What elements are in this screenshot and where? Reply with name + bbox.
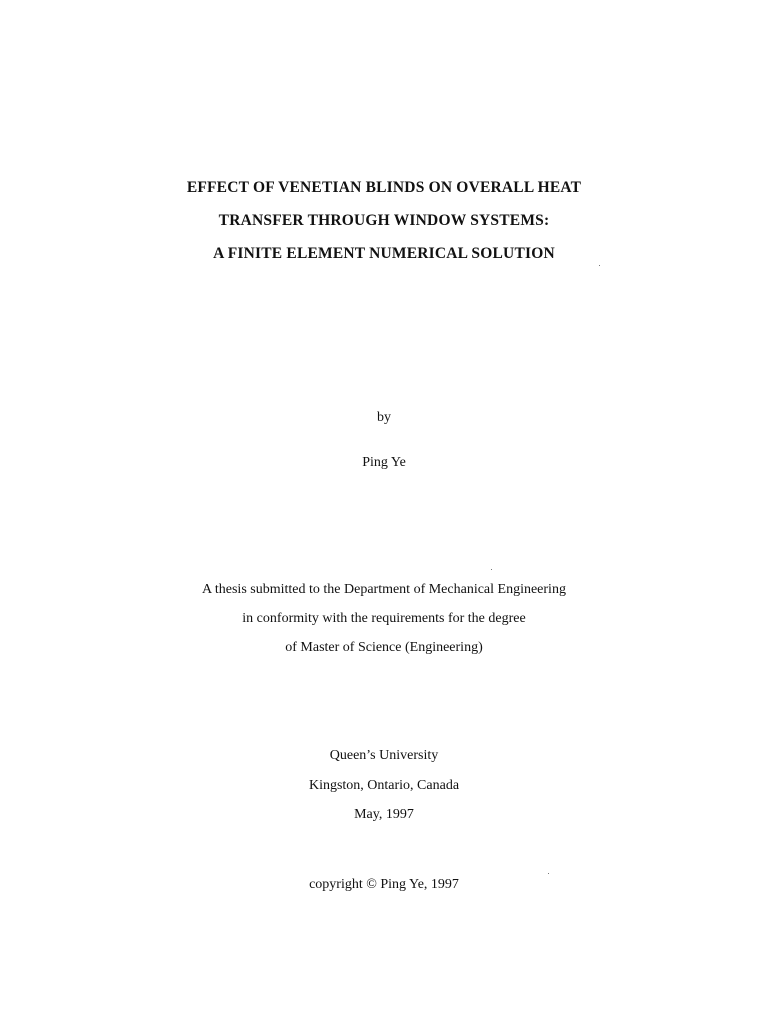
title-line-1: EFFECT OF VENETIAN BLINDS ON OVERALL HEAT: [186, 179, 582, 196]
title-line-3: A FINITE ELEMENT NUMERICAL SOLUTION: [213, 245, 555, 262]
title-line-2: TRANSFER THROUGH WINDOW SYSTEMS:: [218, 212, 550, 229]
submission-date: May, 1997: [354, 807, 414, 822]
scan-speck: [548, 873, 549, 874]
submission-line-1: A thesis submitted to the Department of Mechanical Engineering: [202, 582, 566, 597]
submission-line-2: in conformity with the requirements for the degree: [242, 611, 526, 626]
by-label: by: [377, 410, 391, 425]
institution-name: Queen’s University: [329, 748, 439, 763]
scan-speck: [491, 569, 492, 570]
submission-line-3: of Master of Science (Engineering): [285, 640, 483, 655]
author-name: Ping Ye: [362, 455, 406, 470]
copyright-notice: copyright © Ping Ye, 1997: [309, 877, 459, 892]
institution-location: Kingston, Ontario, Canada: [308, 778, 460, 793]
scan-speck: [599, 265, 600, 266]
